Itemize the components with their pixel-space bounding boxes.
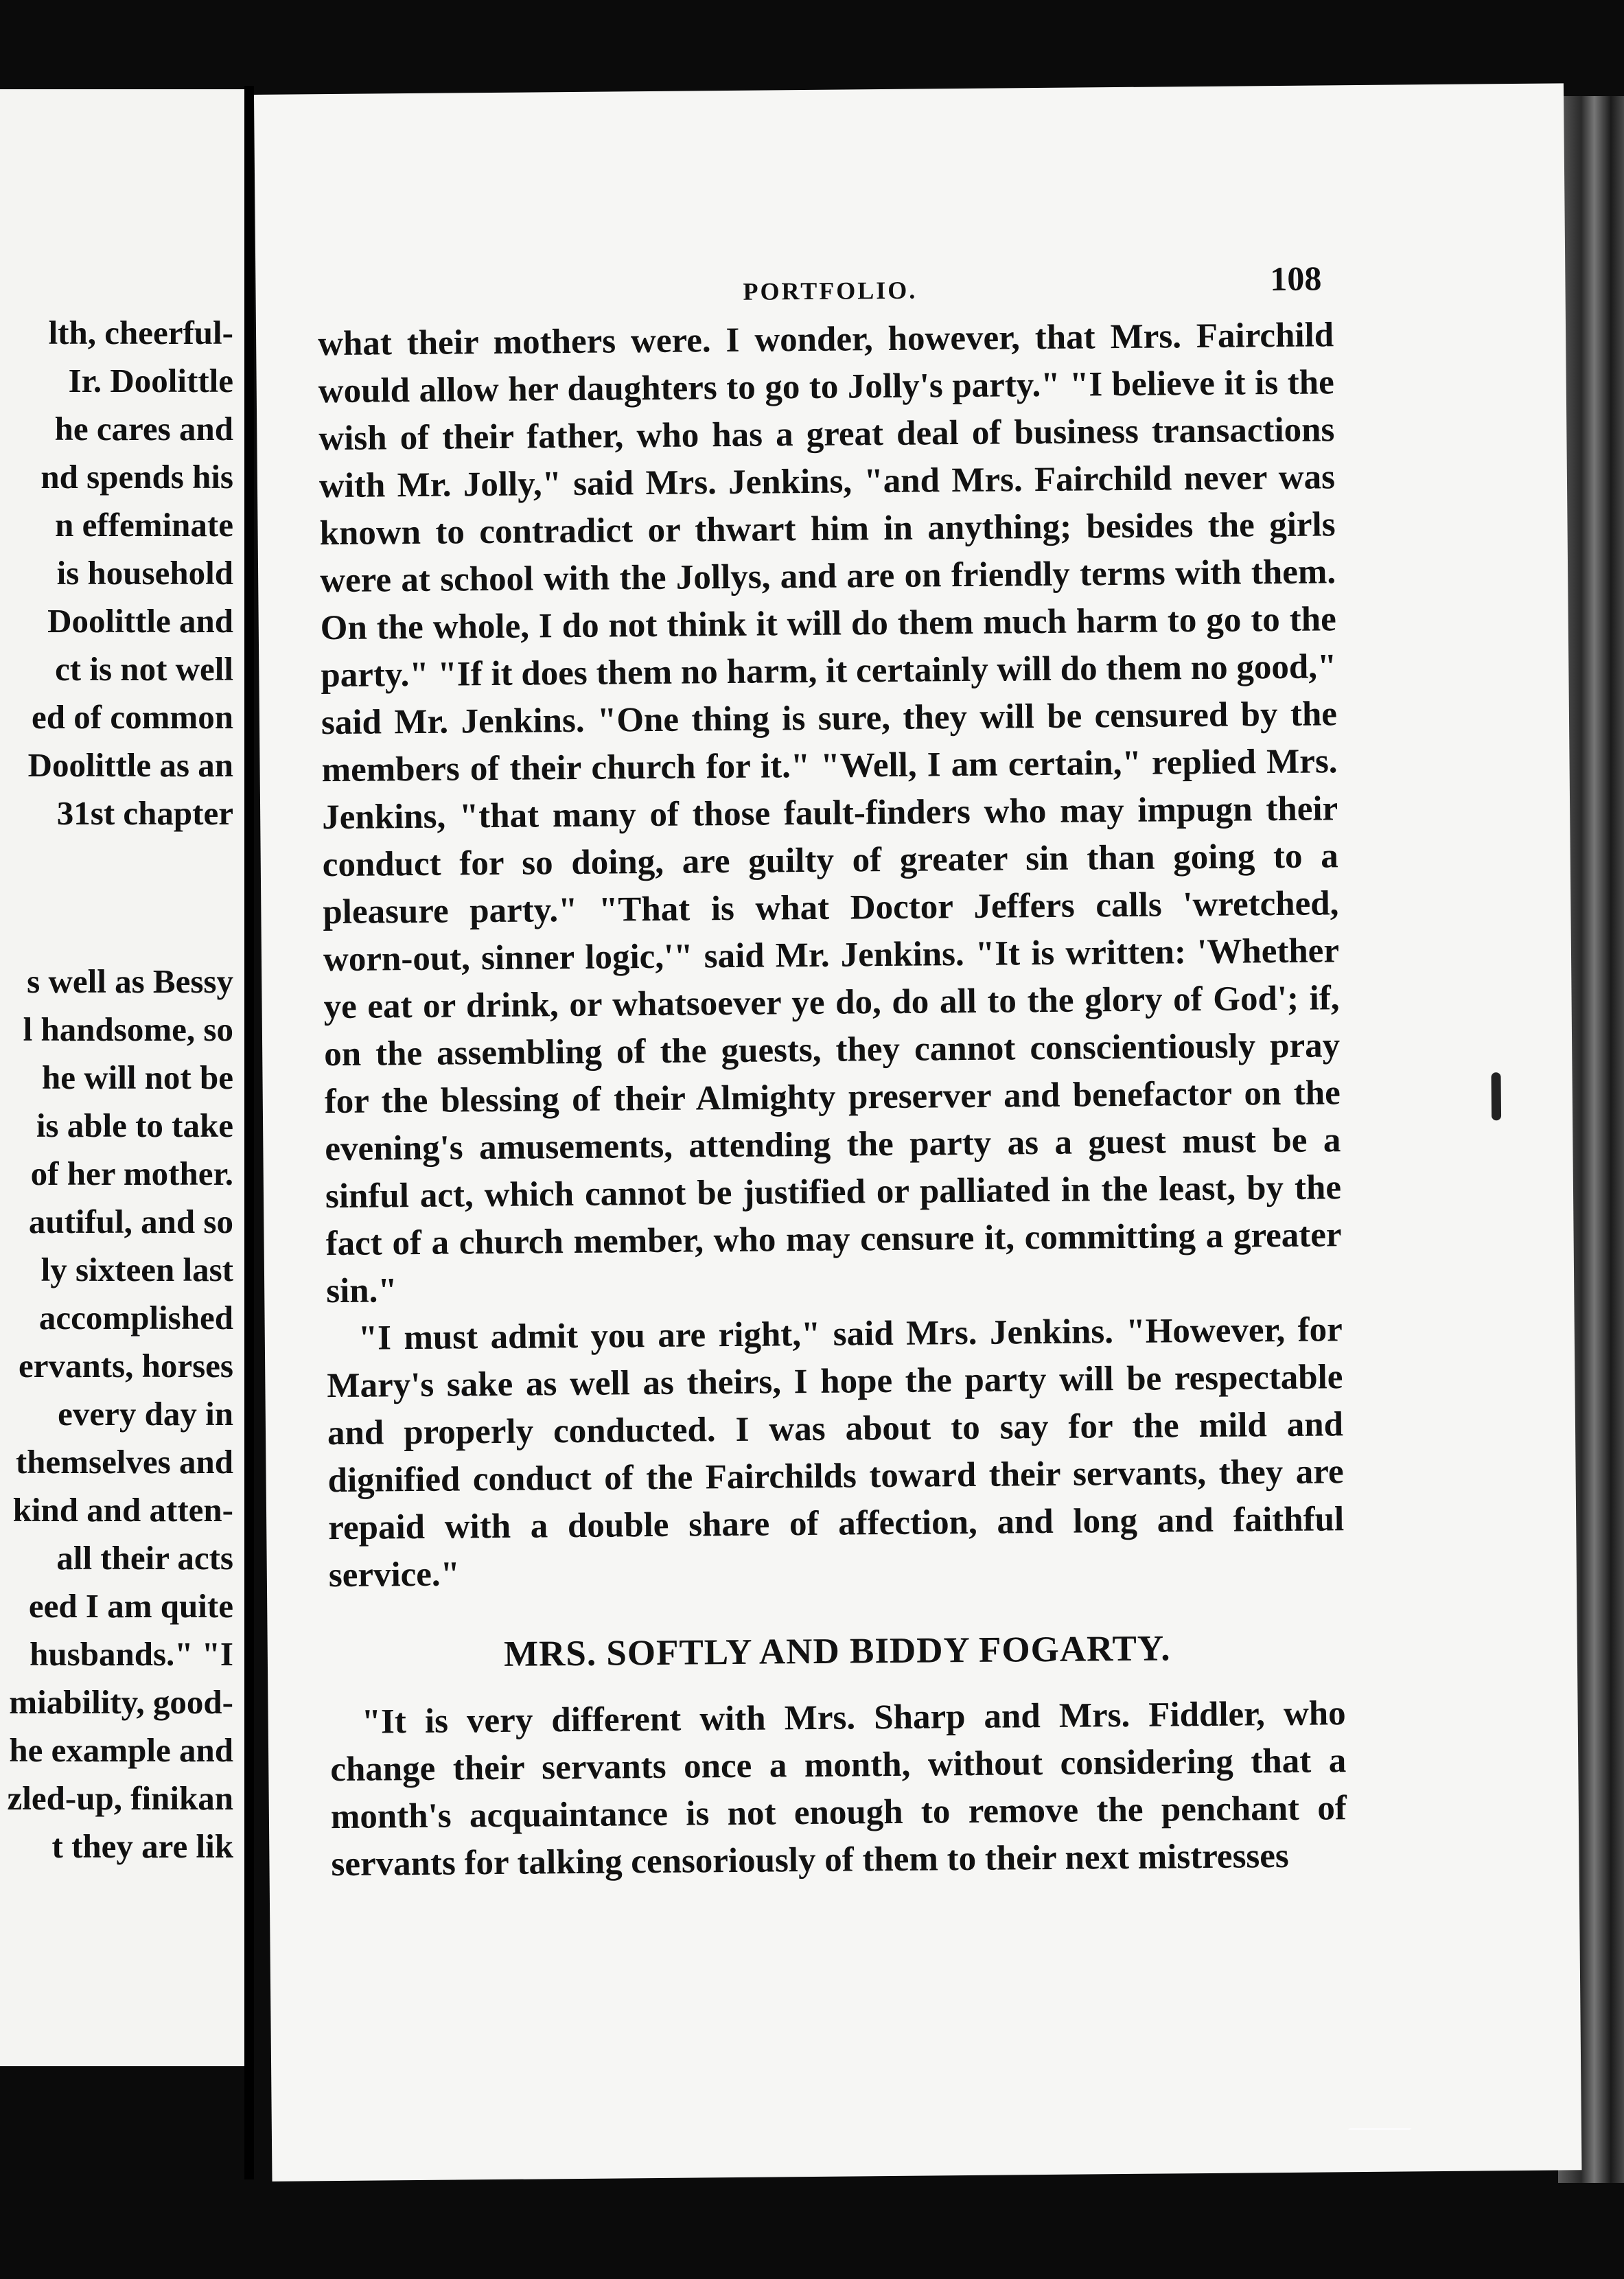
left-line: nd spends his: [40, 458, 233, 496]
left-line: autiful, and so: [28, 1203, 233, 1240]
left-line: he example and: [9, 1731, 233, 1769]
body-text: [318, 312, 1347, 1888]
left-line: miability, good-: [9, 1683, 233, 1721]
left-line: themselves and: [15, 1443, 233, 1481]
left-line: ly sixteen last: [40, 1251, 233, 1288]
left-line: ct is not well: [55, 650, 233, 688]
left-line: kind and atten-: [12, 1491, 233, 1529]
left-line: is household: [56, 554, 233, 592]
left-line: 31st chapter: [56, 794, 233, 832]
running-head: PORTFOLIO.: [743, 276, 918, 305]
left-line: he will not be: [41, 1058, 233, 1096]
left-line: he cares and: [54, 410, 233, 448]
left-page-text: [0, 309, 233, 1871]
left-line: t they are lik: [51, 1827, 233, 1865]
paragraph: what their mothers were. I wonder, however, that Mrs. Fairchild would allow her daughters to go to Jolly's party." "I believe it is the wish of their father, who has a great deal of business transactions with Mr. Jolly," said Mrs. Jenkins, "and Mrs. Fairchild never was known to contradict or thwart him in anything; besides the girls were at school with the Jollys, and are on friendly terms with them. On the whole, I do not think it will do them much harm to go to the party." "If it does them no harm, it certainly will do them no good," said Mr. Jenkins. "One thing is sure, they will be censured by the members of their church for it." "Well, I am certain," replied Mrs. Jenkins, "that many of those fault-finders who may impugn their conduct for so doing, are guilty of greater sin than going to a pleasure party." "That is what Doctor Jeffers calls 'wretched, worn-out, sinner logic,'" said Mr. Jenkins. "It is written: 'Whether ye eat or drink, or whatsoever ye do, do all to the glory of God'; if, on the assembling of the guests, they cannot conscientiously pray for the blessing of their Almighty preserver and benefactor on the evening's amusements, attending the party as a guest must be a sinful act, which cannot be justified or palliated in the least, by the fact of a church member, who may censure it, committing a greater sin.": [317, 316, 1342, 1311]
left-line: zled-up, finikan: [7, 1779, 233, 1817]
left-page: [0, 89, 244, 2066]
section-heading: MRS. SOFTLY AND BIDDY FOGARTY.: [503, 1628, 1171, 1674]
left-line: accomplished: [38, 1299, 233, 1337]
left-line: every day in: [58, 1395, 233, 1433]
left-line: husbands." "I: [30, 1635, 233, 1673]
section-paragraph: "It is very different with Mrs. Sharp and Mrs. Fiddler, who change their servants once a month, without considering that a month's acquaintance is not enough to remove the penchant of servants for talking censoriously of them to their next mistresses: [330, 1694, 1347, 1884]
ink-smudge: [1491, 1072, 1501, 1120]
left-line: s well as Bessy: [27, 962, 233, 1000]
left-line: ed of common: [32, 698, 233, 736]
left-gap: [0, 837, 233, 958]
page-number: 108: [1270, 259, 1322, 299]
left-line: all their acts: [56, 1539, 233, 1577]
left-line: eed I am quite: [28, 1587, 233, 1625]
right-page: [254, 83, 1581, 2182]
left-line: of her mother.: [30, 1155, 233, 1192]
left-line: ervants, horses: [18, 1347, 233, 1385]
left-line: n effeminate: [55, 506, 233, 544]
left-line: Doolittle and: [47, 602, 233, 640]
left-line: l handsome, so: [23, 1010, 233, 1048]
left-line: is able to take: [36, 1107, 233, 1144]
left-line: Ir. Doolittle: [68, 362, 233, 400]
left-line: Doolittle as an: [27, 746, 233, 784]
paragraph: "I must admit you are right," said Mrs. Jenkins. "However, for Mary's sake as well as theirs, I hope the party will be respectable and properly conducted. I was about to say for the mild and dignified conduct of the Fairchilds toward their servants, they are repaid with a double share of affection, and long and faithful service.": [327, 1310, 1345, 1595]
left-line: lth, cheerful-: [48, 314, 233, 351]
gutter-divider: [244, 86, 254, 2179]
